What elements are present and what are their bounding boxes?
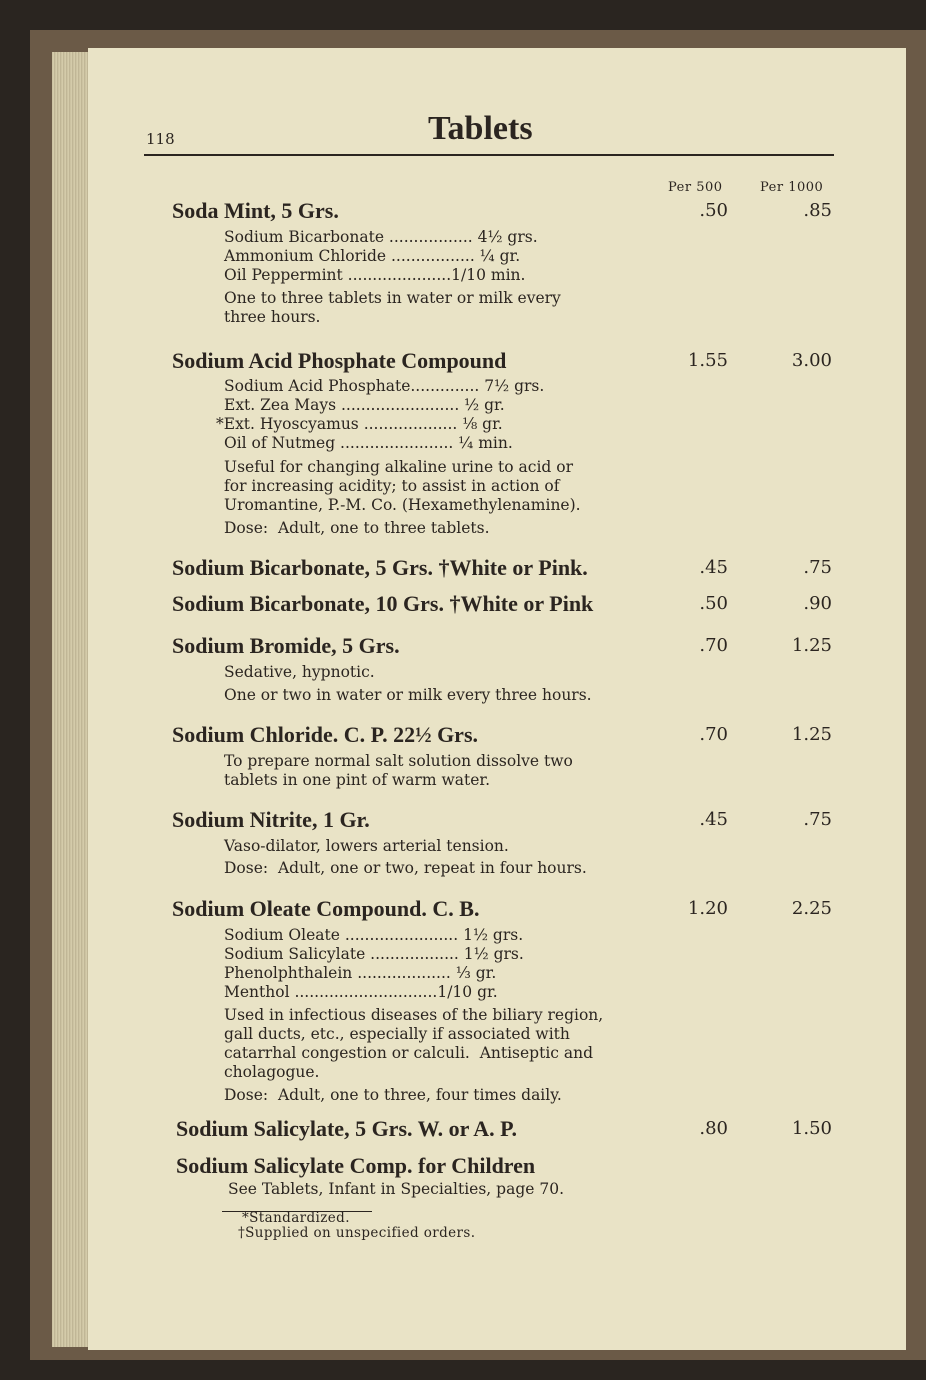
dose-line: Dose: Adult, one to three tablets. xyxy=(224,519,490,537)
price-per-500: .70 xyxy=(699,635,728,656)
description-line: Used in infectious diseases of the biliary region, xyxy=(224,1006,604,1024)
footnote: †Supplied on unspecified orders. xyxy=(238,1225,476,1241)
price-per-500: .50 xyxy=(699,593,728,614)
price-per-1000: 1.25 xyxy=(791,635,832,656)
price-per-500: .45 xyxy=(699,557,728,578)
ingredient-line: Oil Peppermint .....................1/10 min. xyxy=(224,266,526,284)
price-per-1000: .75 xyxy=(803,557,832,578)
description-line: catarrhal congestion or calculi. Antiseptic and xyxy=(224,1044,594,1062)
page-title: Tablets xyxy=(428,110,533,147)
description-line: To prepare normal salt solution dissolve two xyxy=(224,752,573,770)
ingredient-line: Oil of Nutmeg ....................... ¼ min. xyxy=(224,434,513,452)
description-line: tablets in one pint of warm water. xyxy=(224,771,491,789)
price-per-500: .50 xyxy=(699,200,728,221)
dose-line: Dose: Adult, one or two, repeat in four hours. xyxy=(224,859,587,877)
price-per-1000: 3.00 xyxy=(791,350,832,371)
price-per-500: 1.55 xyxy=(687,350,728,371)
price-per-500: .70 xyxy=(699,724,728,745)
price-per-1000: 1.50 xyxy=(791,1118,832,1139)
footnote: *Standardized. xyxy=(242,1210,350,1226)
product-name: Sodium Oleate Compound. C. B. xyxy=(172,896,480,921)
title-rule xyxy=(144,154,834,156)
price-per-500: .45 xyxy=(699,809,728,830)
dose-line: Dose: Adult, one to three, four times daily. xyxy=(224,1086,562,1104)
description-line: three hours. xyxy=(224,308,321,326)
ingredient-line: *Ext. Hyoscyamus ................... ⅛ gr. xyxy=(216,415,503,433)
product-name: Sodium Salicylate Comp. for Children xyxy=(176,1153,536,1178)
price-per-1000: .85 xyxy=(803,200,832,221)
ingredient-line: Ext. Zea Mays ........................ ½ gr. xyxy=(224,396,505,414)
price-per-1000: .75 xyxy=(803,809,832,830)
description-line: See Tablets, Infant in Specialties, page 70. xyxy=(228,1180,564,1198)
ingredient-line: Menthol .............................1/10 gr. xyxy=(224,983,498,1001)
description-line: Vaso-dilator, lowers arterial tension. xyxy=(224,837,509,855)
product-name: Sodium Acid Phosphate Compound xyxy=(172,348,507,373)
book-page xyxy=(88,48,906,1350)
product-name: Sodium Chloride. C. P. 22½ Grs. xyxy=(172,722,479,747)
ingredient-line: Sodium Acid Phosphate.............. 7½ grs. xyxy=(224,377,545,395)
description-line: Uromantine, P.-M. Co. (Hexamethylenamine). xyxy=(224,496,581,514)
description-line: One or two in water or milk every three hours. xyxy=(224,686,592,704)
product-name: Sodium Bicarbonate, 5 Grs. †White or Pink. xyxy=(172,555,588,580)
price-per-1000: .90 xyxy=(803,593,832,614)
product-name: Sodium Salicylate, 5 Grs. W. or A. P. xyxy=(176,1116,518,1141)
ingredient-line: Phenolphthalein ................... ⅓ gr. xyxy=(224,964,497,982)
price-per-1000: 2.25 xyxy=(791,898,832,919)
price-per-1000: 1.25 xyxy=(791,724,832,745)
product-name: Sodium Nitrite, 1 Gr. xyxy=(172,807,370,832)
product-name: Sodium Bicarbonate, 10 Grs. †White or Pink xyxy=(172,591,594,616)
ingredient-line: Sodium Bicarbonate ................. 4½ grs. xyxy=(224,228,538,246)
product-name: Soda Mint, 5 Grs. xyxy=(172,198,339,223)
description-line: cholagogue. xyxy=(224,1063,320,1081)
description-line: Useful for changing alkaline urine to acid or xyxy=(224,458,574,476)
description-line: gall ducts, etc., especially if associated with xyxy=(224,1025,570,1043)
column-header-per-500: Per 500 xyxy=(668,180,723,195)
price-per-500: 1.20 xyxy=(687,898,728,919)
ingredient-line: Sodium Oleate ....................... 1½ grs. xyxy=(224,926,524,944)
product-name: Sodium Bromide, 5 Grs. xyxy=(172,633,400,658)
page-number: 118 xyxy=(146,130,175,148)
column-header-per-1000: Per 1000 xyxy=(760,180,824,195)
price-per-500: .80 xyxy=(699,1118,728,1139)
description-line: Sedative, hypnotic. xyxy=(224,663,375,681)
ingredient-line: Ammonium Chloride ................. ¼ gr. xyxy=(224,247,521,265)
description-line: for increasing acidity; to assist in action of xyxy=(224,477,560,495)
ingredient-line: Sodium Salicylate .................. 1½ grs. xyxy=(224,945,524,963)
page-edges xyxy=(52,52,92,1347)
description-line: One to three tablets in water or milk every xyxy=(224,289,561,307)
